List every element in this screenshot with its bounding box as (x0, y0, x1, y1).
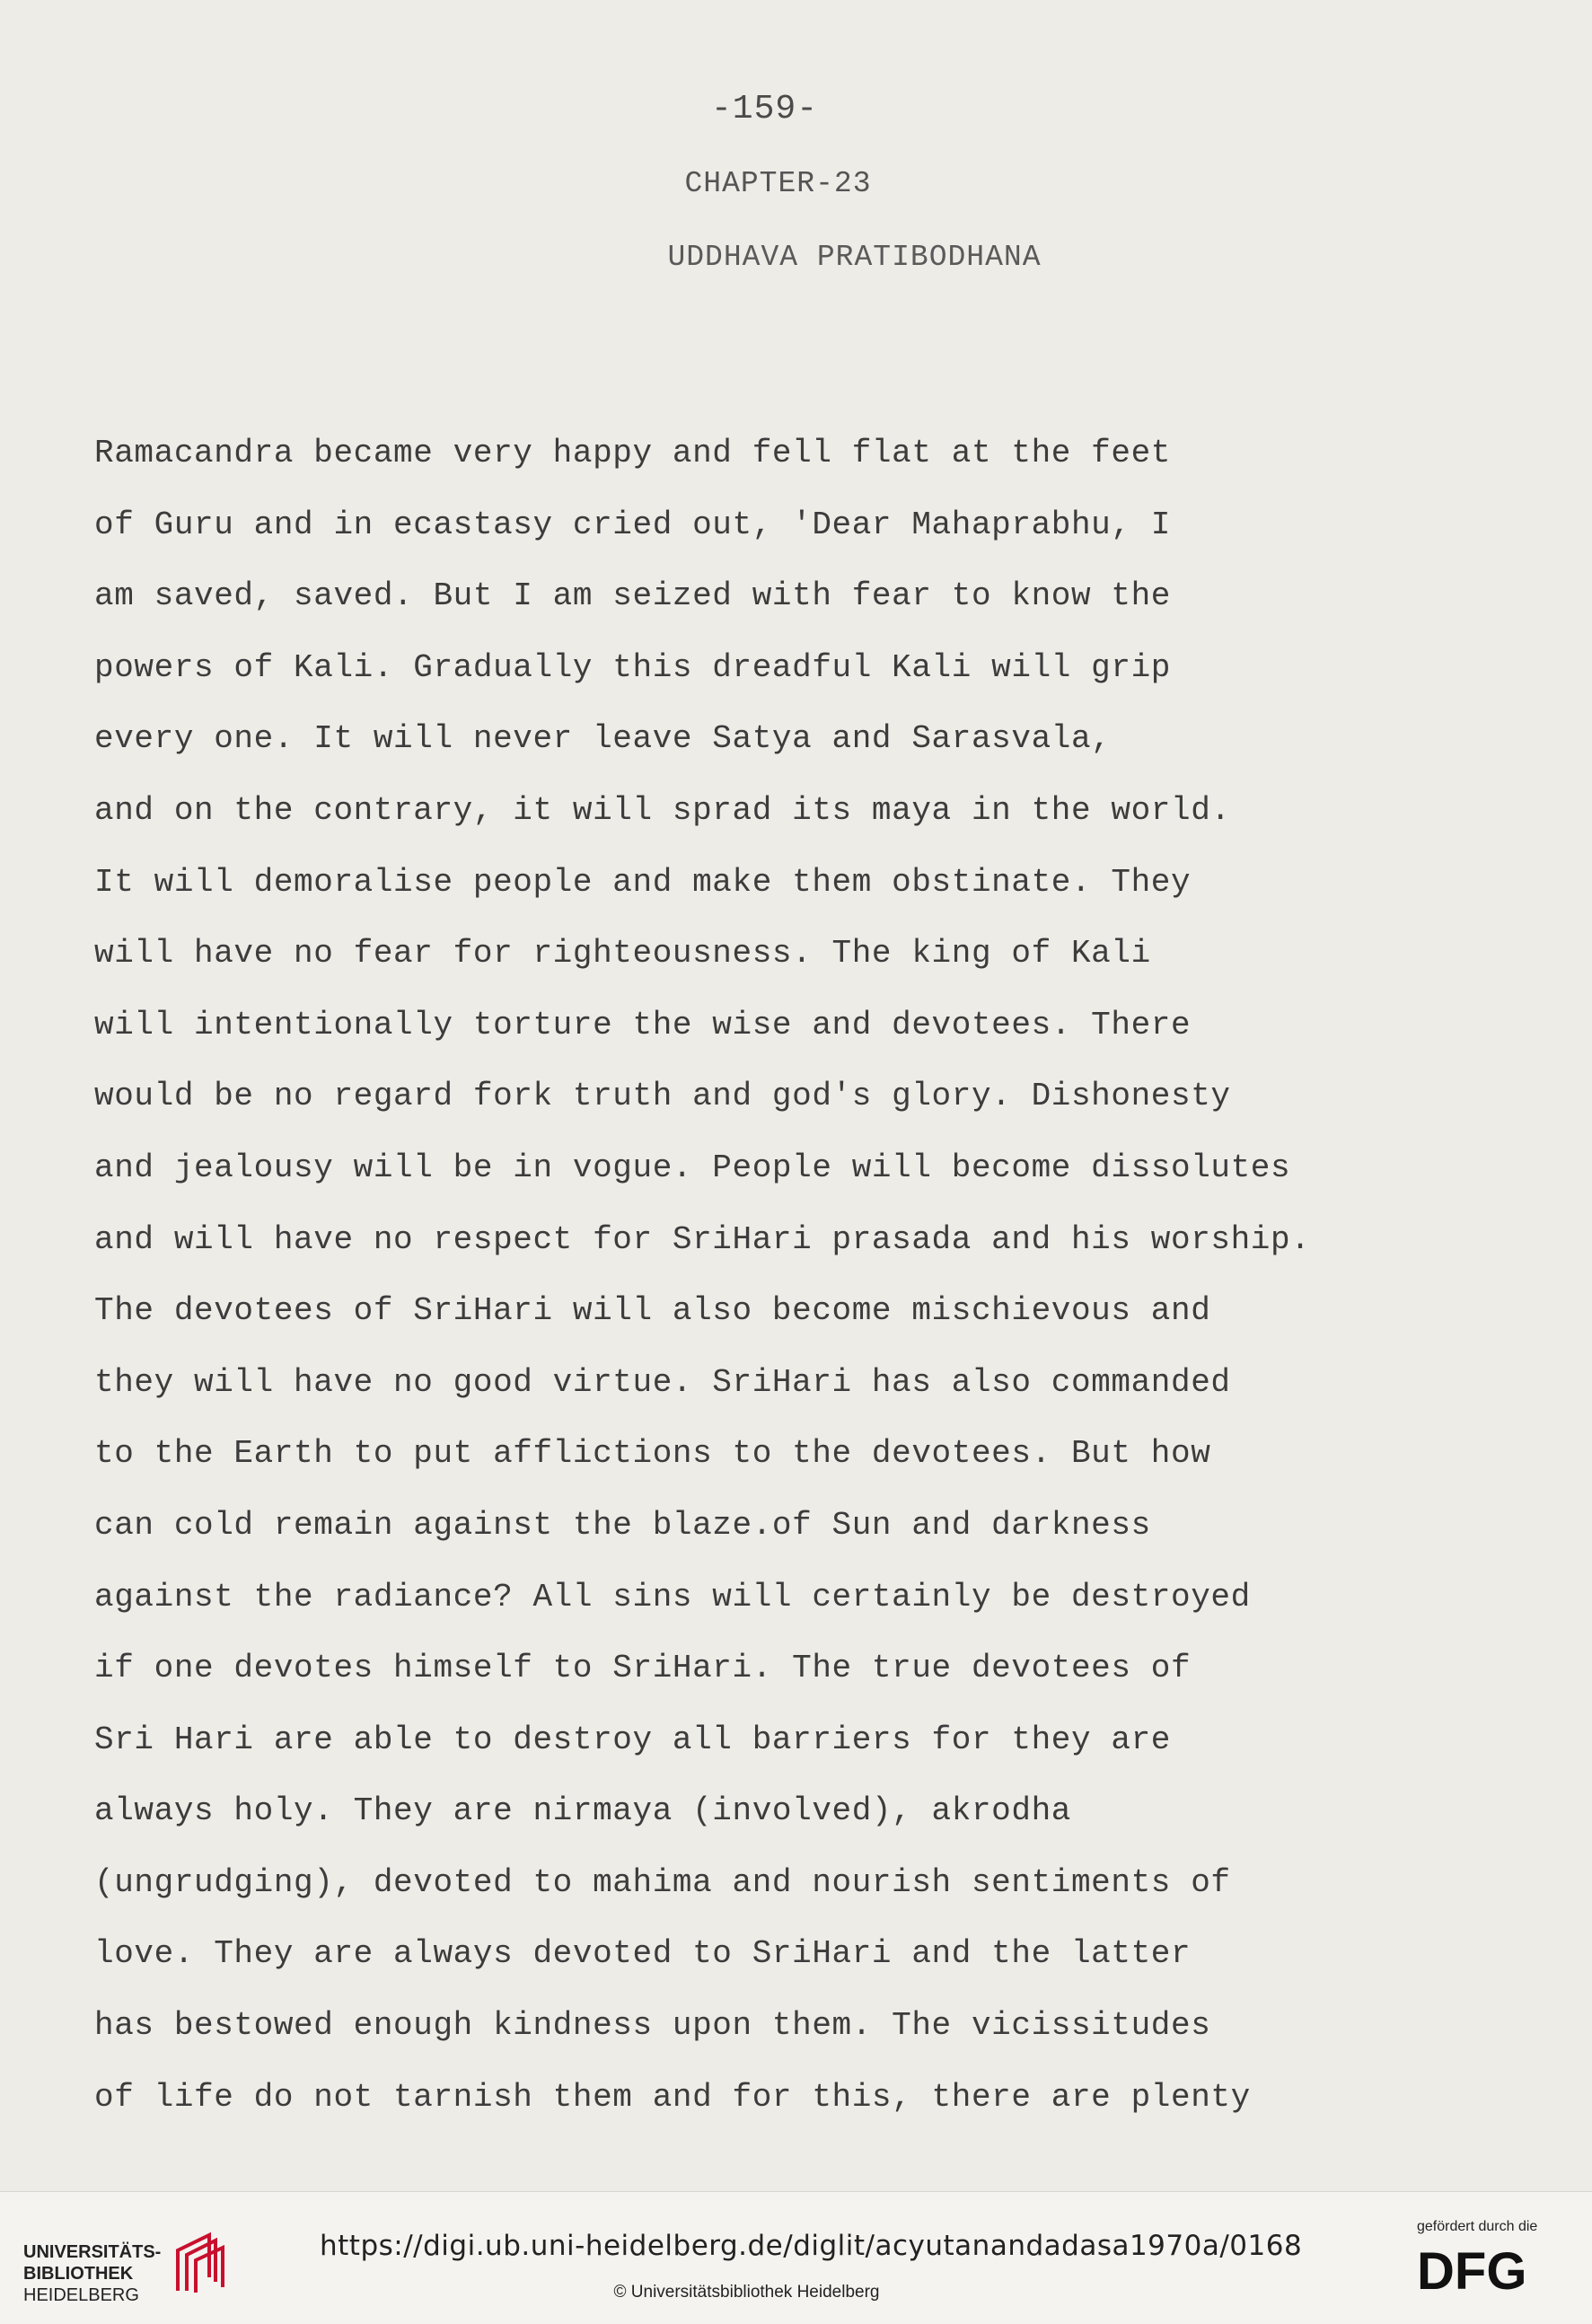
text-line: they will have no good virtue. SriHari has also commanded (94, 1363, 1231, 1401)
text-line: against the radiance? All sins will certainly be destroyed (94, 1578, 1251, 1615)
chapter-heading: CHAPTER-23 (684, 167, 872, 200)
library-name-line3: HEIDELBERG (23, 2285, 139, 2305)
text-line: can cold remain against the blaze.of Sun and darkness (94, 1506, 1151, 1544)
text-line: of Guru and in ecastasy cried out, 'Dear Mahaprabhu, I (94, 506, 1171, 543)
text-line: of life do not tarnish them and for this, there are plenty (94, 2078, 1251, 2116)
text-line: The devotees of SriHari will also become mischievous and (94, 1292, 1211, 1330)
text-line: and will have no respect for SriHari prasada and his worship. (94, 1220, 1311, 1258)
text-line: would be no regard fork truth and god's glory. Dishonesty (94, 1078, 1231, 1115)
text-line: Sri Hari are able to destroy all barriers for they are (94, 1721, 1171, 1758)
dfg-logo-icon[interactable] (1417, 2242, 1570, 2296)
text-line: has bestowed enough kindness upon them. The vicissitudes (94, 2007, 1211, 2045)
text-line: will intentionally torture the wise and devotees. There (94, 1006, 1192, 1043)
text-line: and on the contrary, it will sprad its maya in the world. (94, 791, 1231, 829)
dfg-logo-text: DFG (1417, 2242, 1527, 2296)
text-line: am saved, saved. But I am seized with fear to know the (94, 577, 1171, 615)
text-line: will have no fear for righteousness. The king of Kali (94, 935, 1151, 973)
library-name-line1: UNIVERSITÄTS- (23, 2242, 162, 2262)
text-line: to the Earth to put afflictions to the devotees. But how (94, 1435, 1211, 1473)
text-line: powers of Kali. Gradually this dreadful Kali will grip (94, 648, 1171, 686)
permalink-url[interactable]: https://digi.ub.uni-heidelberg.de/diglit/acyutanandadasa1970a/0168 (320, 2230, 1303, 2262)
text-line: every one. It will never leave Satya and Sarasvala, (94, 720, 1112, 758)
text-line: if one devotes himself to SriHari. The true devotees of (94, 1650, 1192, 1687)
library-name-line2: BIBLIOTHEK (23, 2264, 134, 2284)
viewer-footer (0, 2191, 1592, 2324)
text-line: and jealousy will be in vogue. People will become dissolutes (94, 1149, 1291, 1186)
funding-caption: gefördert durch die (1417, 2219, 1538, 2234)
chapter-title: UDDHAVA PRATIBODHANA (667, 241, 1042, 274)
text-line: love. They are always devoted to SriHari and the latter (94, 1935, 1192, 1973)
text-line: It will demoralise people and make them obstinate. They (94, 863, 1192, 901)
text-line: (ungrudging), devoted to mahima and nourish sentiments of (94, 1863, 1231, 1901)
copyright-notice: © Universitätsbibliothek Heidelberg (613, 2283, 880, 2302)
text-line: Ramacandra became very happy and fell flat at the feet (94, 435, 1171, 471)
text-line: always holy. They are nirmaya (involved), akrodha (94, 1792, 1071, 1830)
page-number: -159- (710, 90, 819, 128)
body-text (94, 431, 1441, 2146)
